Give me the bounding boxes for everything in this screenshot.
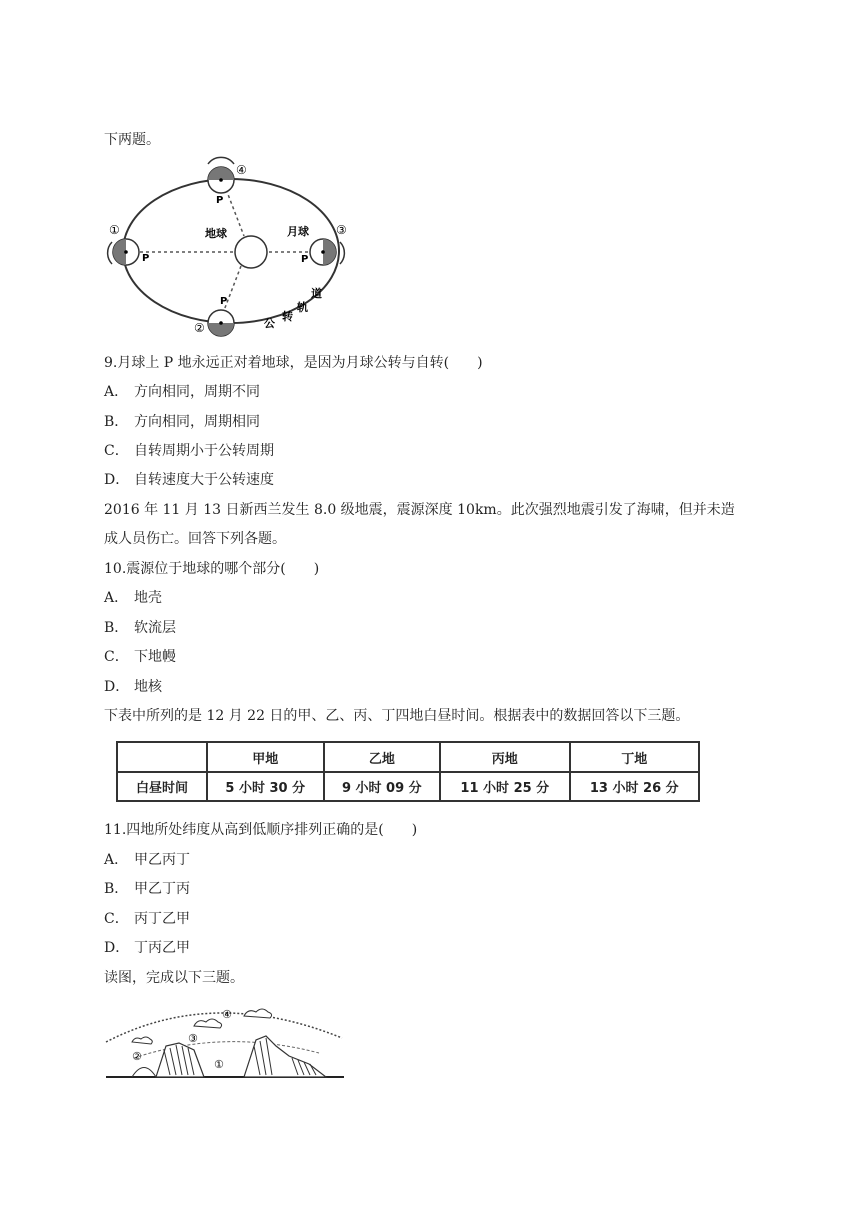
daylight-table (116, 741, 700, 802)
table-row (117, 772, 699, 801)
p-label-3: P (301, 254, 309, 265)
option-letter: A． (104, 384, 129, 400)
layer-arc (134, 1042, 319, 1058)
value-cell-jia: 5 小时 30 分 (207, 772, 324, 801)
value-cell-bing: 11 小时 25 分 (440, 772, 569, 801)
option-letter: D． (104, 940, 130, 956)
option-text: 甲乙丙丁 (134, 852, 190, 868)
p-label-4: P (216, 195, 224, 206)
q9-option-b[interactable] (104, 412, 260, 432)
option-letter: A． (104, 852, 129, 868)
option-letter: C． (104, 649, 129, 665)
q11-option-c[interactable] (104, 909, 190, 929)
moon-position-1 (113, 239, 139, 265)
option-text: 甲乙丁丙 (134, 881, 190, 897)
moon-label: 月球 (287, 225, 309, 238)
mountain-left (156, 1043, 204, 1077)
quake-passage-line-1: 2016 年 11 月 13 日新西兰发生 8.0 级地震，震源深度 10km。此次强烈地震引发了海啸，但并未造 (104, 502, 735, 518)
header-cell-yi: 乙地 (324, 742, 441, 772)
table-intro: 下表中所列的是 12 月 22 日的甲、乙、丙、丁四地白昼时间。根据表中的数据回答以下三题。 (104, 708, 690, 724)
moon-position-3 (310, 239, 336, 265)
orbit-label-char-3: 转 (282, 310, 293, 323)
option-text: 地核 (134, 679, 162, 695)
q9-stem: 9.月球上 P 地永远正对着地球，是因为月球公转与自转( ) (104, 355, 483, 371)
q10-option-d[interactable] (104, 677, 162, 697)
option-letter: C． (104, 443, 129, 459)
q11-option-b[interactable] (104, 879, 190, 899)
option-text: 丁丙乙甲 (134, 940, 190, 956)
q11-stem: 11.四地所处纬度从高到低顺序排列正确的是( ) (104, 822, 418, 838)
value-cell-ding: 13 小时 26 分 (570, 772, 699, 801)
position-label-1: ① (109, 223, 120, 237)
cloud-2 (244, 1009, 272, 1018)
q11-option-a[interactable] (104, 850, 190, 870)
option-text: 方向相同，周期相同 (134, 414, 260, 430)
earth-label: 地球 (205, 227, 227, 240)
option-text: 自转周期小于公转周期 (134, 443, 274, 459)
option-letter: B． (104, 881, 129, 897)
marker-3: ③ (188, 1032, 198, 1045)
position-label-4: ④ (236, 163, 247, 177)
marker-1: ① (214, 1058, 224, 1071)
option-text: 方向相同，周期不同 (134, 384, 260, 400)
orbit-label-char-1: 道 (311, 287, 322, 300)
q10-option-c[interactable] (104, 647, 176, 667)
option-text: 地壳 (134, 590, 162, 606)
table-header-row (117, 742, 699, 772)
fig2-intro: 读图，完成以下三题。 (104, 970, 244, 986)
header-cell-empty (117, 742, 207, 772)
q9-option-c[interactable] (104, 441, 274, 461)
q11-option-d[interactable] (104, 938, 190, 958)
header-cell-bing: 丙地 (440, 742, 569, 772)
q9-option-a[interactable] (104, 382, 260, 402)
cloud-1 (194, 1019, 222, 1028)
option-letter: C． (104, 911, 129, 927)
value-cell-yi: 9 小时 09 分 (324, 772, 441, 801)
position-label-2: ② (194, 321, 205, 335)
q10-option-a[interactable] (104, 588, 162, 608)
cloud-3 (132, 1037, 152, 1044)
orbit-label-char-4: 公 (264, 317, 275, 330)
option-text: 软流层 (134, 620, 176, 636)
moon-position-2 (208, 310, 234, 336)
moon-orbit-diagram (104, 156, 354, 338)
marker-4: ④ (222, 1008, 232, 1021)
option-letter: D． (104, 472, 130, 488)
quake-passage-line-2: 成人员伤亡。回答下列各题。 (104, 531, 286, 547)
moon-position-4 (208, 167, 234, 193)
earth-circle (235, 236, 267, 268)
hill-small (132, 1068, 156, 1078)
option-text: 下地幔 (134, 649, 176, 665)
row-label: 白昼时间 (117, 772, 207, 801)
option-letter: B． (104, 414, 129, 430)
intro-text: 下两题。 (104, 132, 160, 148)
option-letter: B． (104, 620, 129, 636)
orbit-label-char-2: 轨 (297, 301, 308, 314)
q10-option-b[interactable] (104, 618, 176, 638)
option-letter: A． (104, 590, 129, 606)
q10-stem: 10.震源位于地球的哪个部分( ) (104, 561, 320, 577)
option-letter: D． (104, 679, 130, 695)
header-cell-ding: 丁地 (570, 742, 699, 772)
option-text: 丙丁乙甲 (134, 911, 190, 927)
q9-option-d[interactable] (104, 470, 274, 490)
position-label-3: ③ (336, 223, 347, 237)
earth-surface-diagram (104, 998, 346, 1082)
p-label-1: P (142, 253, 150, 264)
option-text: 自转速度大于公转速度 (134, 472, 274, 488)
marker-2: ② (132, 1050, 142, 1063)
p-label-2: P (220, 296, 228, 307)
header-cell-jia: 甲地 (207, 742, 324, 772)
